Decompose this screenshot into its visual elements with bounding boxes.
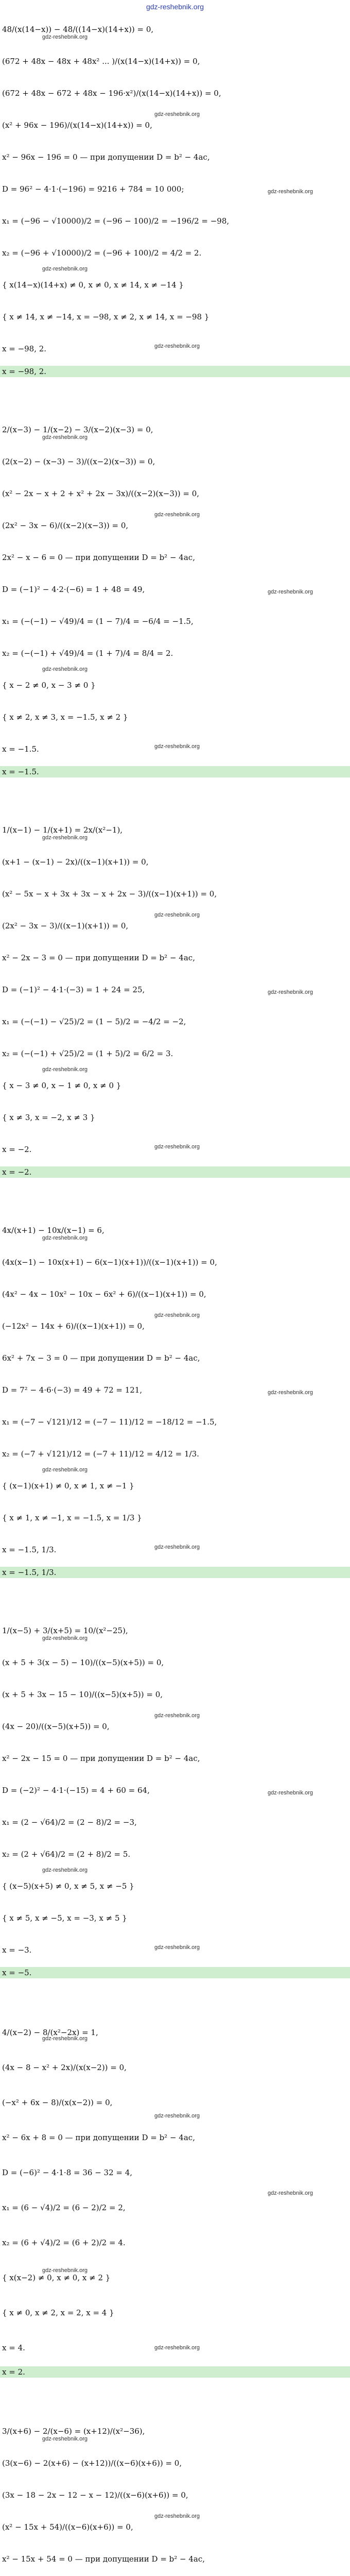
equation-line: x² − 2x − 3 = 0 — при допущении D = b² − 4ac, bbox=[2, 953, 195, 962]
watermark: gdz-reshebnik.org bbox=[42, 2267, 88, 2274]
watermark: gdz-reshebnik.org bbox=[42, 434, 88, 440]
equation-line: (x² − 15x + 54)/((x−6)(x+6)) = 0, bbox=[2, 2522, 133, 2532]
equation-line: { x(x−2) ≠ 0, x ≠ 0, x ≠ 2 } bbox=[2, 2273, 111, 2282]
equation-line: (x² − 2x − x + 2 + x² + 2x − 3x)/((x−2)(x−3)) = 0, bbox=[2, 489, 200, 498]
equation-line: (672 + 48x − 48x + 48x² ... )/(x(14−x)(14+x)) = 0, bbox=[2, 57, 200, 66]
watermark: gdz-reshebnik.org bbox=[154, 512, 200, 518]
equation-line: D = (−6)² − 4·1·8 = 36 − 32 = 4, bbox=[2, 2168, 133, 2177]
watermark: gdz-reshebnik.org bbox=[42, 666, 88, 672]
equation-line: { x(14−x)(14+x) ≠ 0, x ≠ 0, x ≠ 14, x ≠ −14 } bbox=[2, 280, 184, 290]
watermark: gdz-reshebnik.org bbox=[42, 1867, 88, 1873]
watermark: gdz-reshebnik.org bbox=[42, 835, 88, 841]
equation-line: (4x(x−1) − 10x(x+1) − 6(x−1)(x+1))/((x−1)(x+1)) = 0, bbox=[2, 1258, 217, 1267]
equation-line: D = 96² − 4·1·(−196) = 9216 + 784 = 10 000; bbox=[2, 184, 184, 194]
equation-line: (x² + 96x − 196)/(x(14−x)(14+x)) = 0, bbox=[2, 121, 152, 130]
equation-line: D = (−1)² − 4·2·(−6) = 1 + 48 = 49, bbox=[2, 585, 145, 594]
watermark: gdz-reshebnik.org bbox=[42, 34, 88, 40]
answer-highlight: x = −98, 2. bbox=[0, 366, 350, 377]
watermark: gdz-reshebnik.org bbox=[154, 2345, 200, 2351]
watermark: gdz-reshebnik.org bbox=[154, 1944, 200, 1951]
watermark: gdz-reshebnik.org bbox=[154, 1544, 200, 1550]
equation-line: D = (−2)² − 4·1·(−15) = 4 + 60 = 64, bbox=[2, 1786, 150, 1795]
equation-line: { x − 2 ≠ 0, x − 3 ≠ 0 } bbox=[2, 681, 96, 690]
watermark: gdz-reshebnik.org bbox=[268, 1790, 313, 1796]
watermark: gdz-reshebnik.org bbox=[42, 1066, 88, 1073]
equation-line: 4x/(x+1) − 10x/(x−1) = 6, bbox=[2, 1226, 104, 1235]
watermark: gdz-reshebnik.org bbox=[154, 111, 200, 117]
watermark: gdz-reshebnik.org bbox=[154, 1713, 200, 1719]
watermark: gdz-reshebnik.org bbox=[268, 589, 313, 595]
equation-line: x₂ = (2 + √64)/2 = (2 + 8)/2 = 5. bbox=[2, 1850, 131, 1859]
answer-highlight: x = −2. bbox=[0, 1166, 350, 1178]
equation-line: x² − 2x − 15 = 0 — при допущении D = b² − 4ac, bbox=[2, 1754, 200, 1763]
watermark: gdz-reshebnik.org bbox=[154, 1144, 200, 1150]
watermark: gdz-reshebnik.org bbox=[42, 2036, 88, 2042]
equation-line: (x + 5 + 3(x − 5) − 10)/((x−5)(x+5)) = 0, bbox=[2, 1658, 164, 1667]
equation-line: 1/(x−1) − 1/(x+1) = 2x/(x²−1), bbox=[2, 825, 123, 835]
equation-line: (x+1 − (x−1) − 2x)/((x−1)(x+1)) = 0, bbox=[2, 857, 149, 867]
equation-line: (3x − 18 − 2x − 12 − x − 12)/((x−6)(x+6)) = 0, bbox=[2, 2490, 188, 2500]
equation-line: (3(x−6) − 2(x+6) − (x+12))/((x−6)(x+6)) = 0, bbox=[2, 2459, 182, 2468]
site-link[interactable]: gdz-reshebnik.org bbox=[146, 3, 204, 11]
watermark: gdz-reshebnik.org bbox=[154, 2513, 200, 2519]
equation-line: (4x² − 4x − 10x² − 10x − 6x² + 6)/((x−1)(x+1)) = 0, bbox=[2, 1290, 206, 1299]
watermark: gdz-reshebnik.org bbox=[154, 2113, 200, 2119]
equation-line: x₂ = (6 + √4)/2 = (6 + 2)/2 = 4. bbox=[2, 2238, 126, 2247]
equation-line: { (x−5)(x+5) ≠ 0, x ≠ 5, x ≠ −5 } bbox=[2, 1882, 134, 1891]
equation-line: (x² − 5x − x + 3x + 3x − x + 2x − 3)/((x−1)(x+1)) = 0, bbox=[2, 889, 217, 899]
equation-line: { x ≠ 0, x ≠ 2, x = 2, x = 4 } bbox=[2, 2308, 114, 2317]
equation-line: { x ≠ 3, x = −2, x ≠ 3 } bbox=[2, 1113, 95, 1122]
watermark: gdz-reshebnik.org bbox=[154, 343, 200, 349]
equation-line: (x + 5 + 3x − 15 − 10)/((x−5)(x+5)) = 0, bbox=[2, 1690, 163, 1699]
watermark: gdz-reshebnik.org bbox=[268, 2190, 313, 2196]
watermark: gdz-reshebnik.org bbox=[42, 1467, 88, 1473]
equation-line: x₁ = (−(−1) − √49)/4 = (1 − 7)/4 = −6/4 = −1.5, bbox=[2, 617, 194, 626]
equation-line: { x ≠ 2, x ≠ 3, x = −1.5, x ≠ 2 } bbox=[2, 713, 128, 722]
equation-line: { x − 3 ≠ 0, x − 1 ≠ 0, x ≠ 0 } bbox=[2, 1081, 121, 1090]
equation-line: (2(x−2) − (x−3) − 3)/((x−2)(x−3)) = 0, bbox=[2, 457, 155, 466]
watermark: gdz-reshebnik.org bbox=[42, 2436, 88, 2442]
equation-line: 3/(x+6) − 2/(x−6) = (x+12)/(x²−36), bbox=[2, 2427, 145, 2436]
equation-line: { (x−1)(x+1) ≠ 0, x ≠ 1, x ≠ −1 } bbox=[2, 1481, 134, 1490]
equation-line: x₂ = (−(−1) + √49)/4 = (1 + 7)/4 = 8/4 = 2. bbox=[2, 649, 173, 658]
solution-section bbox=[0, 1214, 350, 1615]
equation-line: x = −3. bbox=[2, 1945, 32, 1955]
answer-highlight: x = 2. bbox=[0, 2366, 350, 2378]
watermark: gdz-reshebnik.org bbox=[154, 912, 200, 918]
watermark: gdz-reshebnik.org bbox=[42, 1235, 88, 1241]
equation-line: 48/(x(14−x)) − 48/((14−x)(14+x)) = 0, bbox=[2, 25, 154, 34]
equation-line: D = (−1)² − 4·1·(−3) = 1 + 24 = 25, bbox=[2, 985, 145, 994]
equation-line: (2x² − 3x − 6)/((x−2)(x−3)) = 0, bbox=[2, 521, 129, 530]
equation-line: 4/(x−2) − 8/(x²−2x) = 1, bbox=[2, 2028, 98, 2037]
watermark: gdz-reshebnik.org bbox=[42, 1635, 88, 1641]
equation-line: x² − 6x + 8 = 0 — при допущении D = b² − 4ac, bbox=[2, 2133, 195, 2142]
equation-line: { x ≠ 14, x ≠ −14, x = −98, x ≠ 2, x ≠ 14, x = −98 } bbox=[2, 312, 209, 321]
answer-highlight: x = −1.5, 1/3. bbox=[0, 1567, 350, 1578]
watermark: gdz-reshebnik.org bbox=[42, 266, 88, 272]
answer-highlight: x = −5. bbox=[0, 1967, 350, 1978]
equation-line: D = 7² − 4·6·(−3) = 49 + 72 = 121, bbox=[2, 1385, 143, 1395]
solution-section bbox=[0, 414, 350, 814]
equation-line: x₁ = (2 − √64)/2 = (2 − 8)/2 = −3, bbox=[2, 1818, 137, 1827]
equation-line: x = 4. bbox=[2, 2343, 25, 2352]
equation-line: x₁ = (−96 − √10000)/2 = (−96 − 100)/2 = −196/2 = −98, bbox=[2, 216, 230, 226]
equation-line: 2/(x−3) − 1/(x−2) − 3/(x−2)(x−3) = 0, bbox=[2, 425, 153, 434]
site-header bbox=[0, 0, 350, 13]
equation-line: x₂ = (−96 + √10000)/2 = (−96 + 100)/2 = 4/2 = 2. bbox=[2, 248, 202, 258]
equation-line: x₂ = (−(−1) + √25)/2 = (1 + 5)/2 = 6/2 = 3. bbox=[2, 1049, 173, 1058]
solution-section bbox=[0, 1615, 350, 2015]
equation-line: (−12x² − 14x + 6)/((x−1)(x+1)) = 0, bbox=[2, 1321, 145, 1331]
answer-highlight: x = −1.5. bbox=[0, 766, 350, 777]
equation-line: (4x − 20)/((x−5)(x+5)) = 0, bbox=[2, 1722, 110, 1731]
equation-line: x₁ = (−(−1) − √25)/2 = (1 − 5)/2 = −4/2 = −2, bbox=[2, 1017, 186, 1026]
solution-document bbox=[0, 13, 350, 2576]
equation-line: (672 + 48x − 672 + 48x − 196·x²)/(x(14−x)(14+x)) = 0, bbox=[2, 89, 221, 98]
solution-section bbox=[0, 2415, 350, 2576]
watermark: gdz-reshebnik.org bbox=[268, 989, 313, 995]
equation-line: 1/(x−5) + 3/(x+5) = 10/(x²−25), bbox=[2, 1626, 128, 1635]
watermark: gdz-reshebnik.org bbox=[154, 1312, 200, 1318]
equation-line: x = −1.5, 1/3. bbox=[2, 1545, 57, 1554]
watermark: gdz-reshebnik.org bbox=[154, 743, 200, 750]
equation-line: x = −1.5. bbox=[2, 744, 39, 754]
equation-line: x₂ = (−7 + √121)/12 = (−7 + 11)/12 = 4/12 = 1/3. bbox=[2, 1449, 199, 1459]
equation-line: { x ≠ 1, x ≠ −1, x = −1.5, x = 1/3 } bbox=[2, 1513, 142, 1522]
equation-line: (2x² − 3x − 3)/((x−1)(x+1)) = 0, bbox=[2, 921, 129, 930]
equation-line: x = −2. bbox=[2, 1145, 32, 1154]
solution-section bbox=[0, 814, 350, 1214]
equation-line: x² − 15x + 54 = 0 — при допущении D = b² − 4ac, bbox=[2, 2554, 205, 2564]
equation-line: x = −98, 2. bbox=[2, 344, 47, 353]
equation-line: { x ≠ 5, x ≠ −5, x = −3, x ≠ 5 } bbox=[2, 1913, 127, 1923]
equation-line: 6x² + 7x − 3 = 0 — при допущении D = b² − 4ac, bbox=[2, 1353, 200, 1363]
equation-line: (4x − 8 − x² + 2x)/(x(x−2)) = 0, bbox=[2, 2063, 127, 2072]
equation-line: x₁ = (−7 − √121)/12 = (−7 − 11)/12 = −18/12 = −1.5, bbox=[2, 1417, 217, 1427]
watermark: gdz-reshebnik.org bbox=[268, 189, 313, 195]
equation-line: 2x² − x − 6 = 0 — при допущении D = b² − 4ac, bbox=[2, 553, 195, 562]
solution-section bbox=[0, 2015, 350, 2415]
solution-section bbox=[0, 13, 350, 414]
equation-line: (−x² + 6x − 8)/(x(x−2)) = 0, bbox=[2, 2098, 113, 2107]
watermark: gdz-reshebnik.org bbox=[268, 1389, 313, 1396]
equation-line: x₁ = (6 − √4)/2 = (6 − 2)/2 = 2, bbox=[2, 2203, 126, 2212]
equation-line: x² − 96x − 196 = 0 — при допущении D = b² − 4ac, bbox=[2, 152, 210, 162]
